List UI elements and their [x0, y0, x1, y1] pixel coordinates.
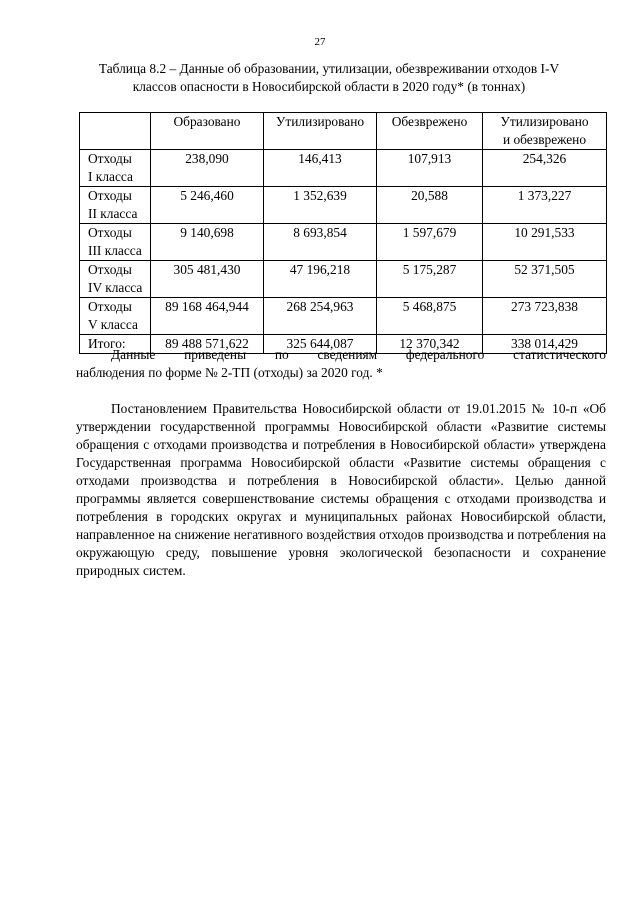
table-cell: 5 468,875: [377, 298, 483, 335]
total-cell: 325 644,087: [264, 335, 377, 354]
table-cell: 9 140,698: [151, 224, 264, 261]
table-cell: 89 168 464,944: [151, 298, 264, 335]
table-cell: 20,588: [377, 187, 483, 224]
source-note-line-1: Данные приведены по сведениям федерального статистического: [111, 347, 606, 362]
total-cell: 338 014,429: [483, 335, 607, 354]
table-cell: 1 373,227: [483, 187, 607, 224]
header-cell-neutralized: Обезврежено: [377, 113, 483, 150]
table-header-row: [80, 113, 607, 150]
table-cell: 146,413: [264, 150, 377, 187]
table-cell: 5 246,460: [151, 187, 264, 224]
table-row: [80, 261, 607, 298]
page-number: 27: [314, 36, 326, 48]
table-cell: 1 597,679: [377, 224, 483, 261]
header-cell-utilized-and-neutralized: Утилизировано и обезврежено: [483, 113, 607, 150]
total-cell: 12 370,342: [377, 335, 483, 354]
header-cell-empty: [80, 113, 151, 150]
table-cell: 1 352,639: [264, 187, 377, 224]
table-cell: 8 693,854: [264, 224, 377, 261]
table-row: [80, 298, 607, 335]
table-cell: 107,913: [377, 150, 483, 187]
row-label: Отходы II класса: [80, 187, 151, 224]
total-label: Итого:: [80, 335, 151, 354]
table-caption: Таблица 8.2 – Данные об образовании, утилизации, обезвреживании отходов I-V классов опасности в Новосибирской области в 2020 году* (в тоннах): [98, 61, 560, 94]
table-cell: 254,326: [483, 150, 607, 187]
table-row: [80, 150, 607, 187]
waste-data-table: [79, 112, 607, 354]
table-cell: 10 291,533: [483, 224, 607, 261]
table-cell: 273 723,838: [483, 298, 607, 335]
total-cell: 89 488 571,622: [151, 335, 264, 354]
table-cell: 238,090: [151, 150, 264, 187]
table-cell: 305 481,430: [151, 261, 264, 298]
header-cell-utilized: Утилизировано: [264, 113, 377, 150]
table-cell: 5 175,287: [377, 261, 483, 298]
row-label: Отходы V класса: [80, 298, 151, 335]
table-row: [80, 187, 607, 224]
row-label: Отходы III класса: [80, 224, 151, 261]
header-cell-generated: Образовано: [151, 113, 264, 150]
row-label: Отходы I класса: [80, 150, 151, 187]
table-cell: 52 371,505: [483, 261, 607, 298]
body-paragraph: Постановлением Правительства Новосибирской области от 19.01.2015 № 10-п «Об утверждении государственной программы Новосибирской области «Развитие системы обращения с отходами производства и потребления в Новосибирской области» утверждена Государственная программа Новосибирской области «Развитие системы обращения с отходами производства и потребления в Новосибирской области». Целью данной программы является совершенствование системы обращения с отходами производства и потребления в городских округах и муниципальных районах Новосибирской области, направленное на снижение негативного воздействия отходов производства и потребления на окружающую среду, повышение уровня экологической безопасности и сохранение природных систем.: [76, 401, 606, 578]
source-note: [76, 346, 606, 382]
source-note-line-2: наблюдения по форме № 2-ТП (отходы) за 2020 год. *: [76, 365, 383, 380]
table-row: [80, 224, 607, 261]
row-label: Отходы IV класса: [80, 261, 151, 298]
table-cell: 268 254,963: [264, 298, 377, 335]
table-cell: 47 196,218: [264, 261, 377, 298]
